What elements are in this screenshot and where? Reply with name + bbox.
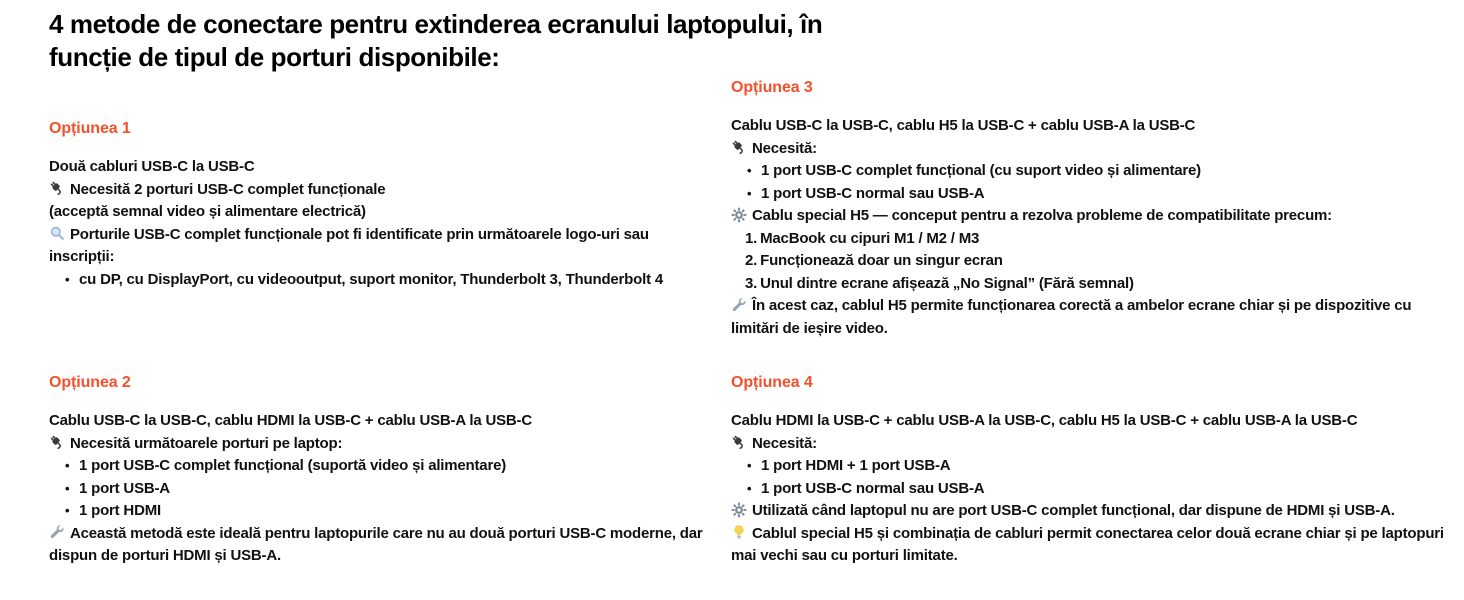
- numbered-item: [745, 273, 1449, 296]
- page-title-line2: funcție de tipul de porturi disponibile:: [49, 42, 500, 72]
- option-2-bullet-list: [49, 455, 731, 523]
- option-1-requires-text: Necesită 2 porturi USB-C complet funcționale: [70, 180, 386, 198]
- list-item: • cu DP, cu DisplayPort, cu videooutput, suport monitor, Thunderbolt 3, Thunderbolt 4: [63, 269, 714, 292]
- numbered-item: [745, 228, 1449, 251]
- option-1-requires-line: [49, 179, 714, 202]
- option-4-usage-text: Utilizată când laptopul nu are port USB-C complet funcțional, dar dispune de HDMI și USB-A.: [752, 502, 1395, 519]
- page-title: [49, 8, 1099, 74]
- numbered-item-text: MacBook cu cipuri M1 / M2 / M3: [760, 229, 980, 247]
- bulb-icon: [731, 524, 747, 540]
- option-2-intro: Cablu USB-C la USB-C, cablu HDMI la USB-C + cablu USB-A la USB-C: [49, 412, 532, 429]
- wrench-icon: [49, 524, 65, 540]
- option-4-usage-line: [731, 500, 1455, 523]
- numbered-item-marker: 1.: [745, 229, 758, 247]
- list-item: • 1 port USB-C normal sau USB-A: [745, 478, 1455, 501]
- option-3-h5-line: [731, 205, 1449, 228]
- option-4-tip-text: Cablul special H5 și combinația de cabluri permit conectarea celor două ecrane chiar și pe laptopuri mai vechi sau cu porturi limitate.: [731, 524, 1444, 564]
- list-item: • 1 port USB-C complet funcțional (suportă video și alimentare): [63, 455, 731, 478]
- option-2-note-line: [49, 523, 731, 568]
- list-item: • 1 port HDMI + 1 port USB-A: [745, 455, 1455, 478]
- option-3-requires-line: [731, 138, 1449, 161]
- option-3-note-line: [731, 295, 1449, 340]
- option-1-section: [49, 119, 714, 291]
- option-4-tip-line: [731, 523, 1455, 568]
- option-1-identify-text: Porturile USB-C complet funcționale pot fi identificate prin următoarele logo-uri sau inscripții:: [49, 225, 649, 265]
- option-1-bullet-list: [49, 269, 714, 292]
- page-title-line1: 4 metode de conectare pentru extinderea ecranului laptopului, în: [49, 9, 823, 39]
- list-item: • 1 port USB-C complet funcțional (cu suport video și alimentare): [745, 160, 1449, 183]
- option-4-section: [731, 373, 1455, 568]
- plug-icon: [49, 180, 65, 196]
- search-icon: [49, 225, 65, 241]
- option-2-requires-line: [49, 433, 731, 456]
- numbered-item-text: Funcționează doar un singur ecran: [760, 252, 1003, 269]
- gear-icon: [731, 207, 747, 223]
- option-1-intro: Două cabluri USB-C la USB-C: [49, 158, 255, 175]
- option-3-numbered-list: [731, 228, 1449, 296]
- option-1-heading: Opțiunea 1: [49, 120, 131, 137]
- option-4-requires-line: [731, 433, 1455, 456]
- wrench-icon: [731, 297, 747, 313]
- list-item: • 1 port USB-A: [63, 478, 731, 501]
- plug-icon: [731, 139, 747, 155]
- option-3-bullet-list: [731, 160, 1449, 205]
- plug-icon: [731, 434, 747, 450]
- numbered-item: [745, 250, 1449, 273]
- numbered-item-marker: 3.: [745, 274, 758, 292]
- plug-icon: [49, 434, 65, 450]
- option-4-heading: Opțiunea 4: [731, 374, 813, 391]
- option-3-h5-text: Cablu special H5 — conceput pentru a rezolva probleme de compatibilitate precum:: [752, 207, 1332, 224]
- option-3-requires-text: Necesită:: [752, 139, 817, 157]
- option-4-bullet-list: [731, 455, 1455, 500]
- option-3-intro: Cablu USB-C la USB-C, cablu H5 la USB-C + cablu USB-A la USB-C: [731, 117, 1196, 134]
- option-3-note-text: În acest caz, cablul H5 permite funcționarea corectă a ambelor ecrane chiar și pe dispozitive cu limitări de ieșire video.: [731, 297, 1412, 337]
- option-2-heading: Opțiunea 2: [49, 374, 131, 391]
- gear-icon: [731, 502, 747, 518]
- option-1-identify-line: [49, 224, 714, 269]
- numbered-item-marker: 2.: [745, 252, 758, 269]
- option-3-section: [731, 78, 1449, 340]
- list-item: • 1 port HDMI: [63, 500, 731, 523]
- option-2-section: [49, 373, 731, 568]
- option-4-requires-text: Necesită:: [752, 434, 817, 452]
- option-2-requires-text: Necesită următoarele porturi pe laptop:: [70, 434, 343, 452]
- option-3-heading: Opțiunea 3: [731, 79, 813, 96]
- option-2-note-text: Această metodă este ideală pentru laptopurile care nu au două porturi USB-C moderne, dar dispun de porturi HDMI și USB-A.: [49, 524, 703, 564]
- list-item: • 1 port USB-C normal sau USB-A: [745, 183, 1449, 206]
- numbered-item-text: Unul dintre ecrane afișează „No Signal” (Fără semnal): [760, 274, 1134, 292]
- option-1-paren-line: (acceptă semnal video și alimentare electrică): [49, 203, 366, 220]
- option-4-intro: Cablu HDMI la USB-C + cablu USB-A la USB-C, cablu H5 la USB-C + cablu USB-A la USB-C: [731, 412, 1358, 429]
